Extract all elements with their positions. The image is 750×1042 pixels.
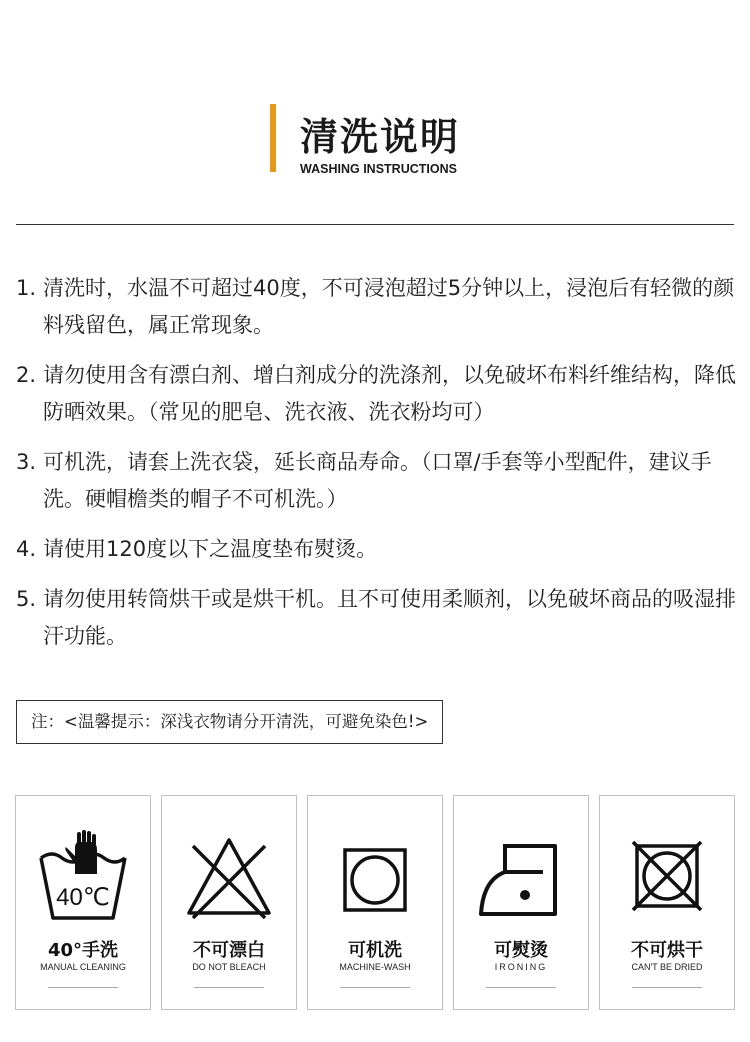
instruction-number: 3. <box>16 450 37 474</box>
instruction-item <box>16 581 736 655</box>
care-label-zh: 不可漂白 <box>193 940 265 961</box>
tip-note: 注：<温馨提示：深浅衣物请分开清洗，可避免染色!> <box>16 700 443 744</box>
care-label-zh: 40°手洗 <box>47 940 119 961</box>
instruction-text: 请勿使用转筒烘干或是烘干机。且不可使用柔顺剂，以免破坏商品的吸湿排汗功能。 <box>43 587 736 648</box>
care-label-en: DO NOT BLEACH <box>192 962 266 972</box>
care-card-hand-wash <box>15 795 151 1010</box>
care-label-zh: 可机洗 <box>348 940 402 961</box>
no-bleach-icon <box>179 828 279 928</box>
instruction-number: 4. <box>16 537 37 561</box>
care-label-en: CAN'T BE DRIED <box>631 962 703 972</box>
wash-temperature-label: 40℃ <box>56 884 110 911</box>
instruction-item <box>16 357 736 431</box>
accent-bar <box>270 104 276 172</box>
card-underline <box>486 987 556 988</box>
card-underline <box>632 987 702 988</box>
care-card-no-bleach <box>161 795 297 1010</box>
section-header <box>270 104 590 174</box>
instruction-text: 请勿使用含有漂白剂、增白剂成分的洗涤剂，以免破坏布料纤维结构，降低防晒效果。（常见的肥皂、洗衣液、洗衣粉均可） <box>43 363 736 424</box>
care-card-ironing <box>453 795 589 1010</box>
machine-wash-icon <box>325 828 425 928</box>
care-label-zh: 不可烘干 <box>631 940 703 961</box>
care-card-machine-wash <box>307 795 443 1010</box>
instruction-text: 可机洗，请套上洗衣袋，延长商品寿命。（口罩/手套等小型配件，建议手洗。硬帽檐类的帽子不可机洗。） <box>43 450 712 511</box>
instruction-item <box>16 270 736 344</box>
care-label-en: MANUAL CLEANING <box>40 962 126 972</box>
hand-wash-icon <box>33 828 133 928</box>
care-icon-row <box>15 795 735 1010</box>
header-divider <box>16 224 734 225</box>
care-label-en: MACHINE-WASH <box>339 962 411 972</box>
page-subtitle: WASHING INSTRUCTIONS <box>300 162 457 176</box>
card-underline <box>340 987 410 988</box>
iron-icon <box>471 828 571 928</box>
instruction-number: 5. <box>16 587 37 611</box>
instruction-text: 请使用120度以下之温度垫布熨烫。 <box>43 537 378 561</box>
instruction-item <box>16 531 736 568</box>
card-underline <box>48 987 118 988</box>
care-card-no-tumble-dry <box>599 795 735 1010</box>
card-underline <box>194 987 264 988</box>
page-title: 清洗说明 <box>300 115 461 159</box>
instruction-number: 1. <box>16 276 37 300</box>
care-label-en: IRONING <box>494 962 548 972</box>
no-tumble-dry-icon <box>617 828 717 928</box>
instruction-list <box>16 270 736 668</box>
care-label-zh: 可熨烫 <box>494 940 548 961</box>
instruction-text: 清洗时，水温不可超过40度，不可浸泡超过5分钟以上，浸泡后有轻微的颜料残留色，属正常现象。 <box>43 276 735 337</box>
instruction-number: 2. <box>16 363 37 387</box>
instruction-item <box>16 444 736 518</box>
